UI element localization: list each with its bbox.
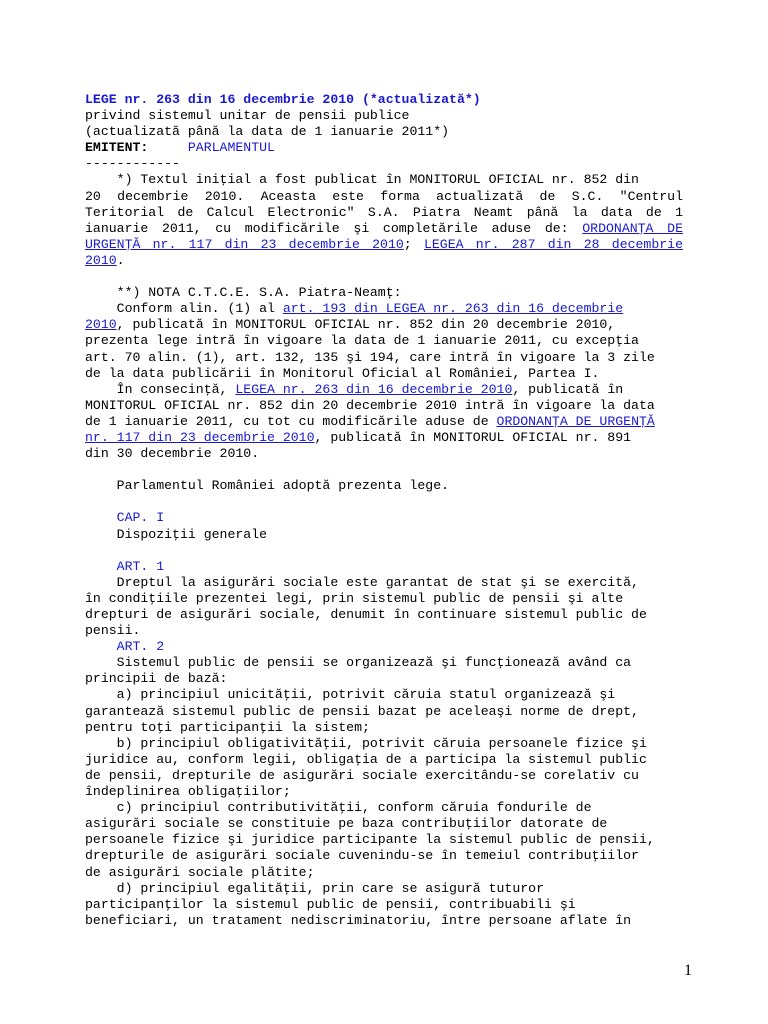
link-ordonanta-urgenta-117[interactable]: ORDONANŢA DE URGENŢĂ: [496, 413, 655, 429]
note2-line: 2010, publicată în MONITORUL OFICIAL nr. 852 din 20 decembrie 2010,: [85, 317, 616, 333]
link-legea-263[interactable]: LEGEA nr. 263 din 16 decembrie 2010: [235, 381, 513, 397]
article-2-label: ART. 2: [116, 639, 165, 655]
emitent-value: PARLAMENTUL: [187, 140, 275, 156]
chapter-title: Dispoziţii generale: [116, 526, 268, 542]
article-2-line: Sistemul public de pensii se organizează şi funcţionează având ca: [116, 655, 632, 671]
article-2-line: c) principiul contributivităţii, conform căruia fondurile de: [116, 800, 592, 816]
note2-line: art. 70 alin. (1), art. 132, 135 şi 194, care intră în vigoare la 3 zile: [85, 349, 655, 365]
note2-title: **) NOTA C.T.C.E. S.A. Piatra-Neamţ:: [116, 285, 402, 301]
article-2-line: de asigurări sociale plătite;: [85, 864, 315, 880]
note1-line: 2010.: [85, 252, 125, 268]
note2-line: nr. 117 din 23 decembrie 2010, publicată în MONITORUL OFICIAL nr. 891: [85, 429, 632, 445]
link-art-193[interactable]: 2010: [85, 317, 117, 333]
law-title: LEGE nr. 263 din 16 decembrie 2010 (*actualizată*): [85, 92, 481, 107]
article-2-line: d) principiul egalităţii, prin care se asigură tuturor: [116, 880, 545, 896]
article-2-line: îndeplinirea obligaţiilor;: [85, 784, 291, 800]
law-subtitle: privind sistemul unitar de pensii publice: [85, 108, 410, 124]
article-2-line: a) principiul unicităţii, potrivit căruia statul organizează şi: [116, 687, 616, 703]
page-number: 1: [684, 962, 692, 979]
update-note: (actualizată până la data de 1 ianuarie 2011*): [85, 124, 450, 140]
emitent-label: EMITENT:: [85, 140, 149, 156]
link-legea-287[interactable]: 2010: [85, 252, 117, 268]
article-2-line: asigurări sociale se constituie pe baza contribuţiilor datorate de: [85, 816, 608, 832]
link-ordonanta-urgenta-117[interactable]: nr. 117 din 23 decembrie 2010: [85, 429, 315, 445]
article-1-label: ART. 1: [116, 558, 165, 574]
note2-line: MONITORUL OFICIAL nr. 852 din 20 decembrie 2010 intră în vigoare la data: [85, 397, 655, 413]
note2-line: prezenta lege intră în vigoare la data de 1 ianuarie 2011, cu excepţia: [85, 333, 639, 349]
note1-line: ianuarie 2011, cu modificările şi completările aduse de: ORDONANŢA DE: [85, 220, 683, 236]
note2-line: Conform alin. (1) al art. 193 din LEGEA nr. 263 din 16 decembrie: [116, 301, 624, 317]
separator: ------------: [85, 156, 180, 172]
article-2-line: b) principiul obligativităţii, potrivit căruia persoanele fizice şi: [116, 735, 647, 751]
article-1-line: pensii.: [85, 623, 141, 639]
article-2-line: garantează sistemul public de pensii bazat pe aceleaşi norme de drept,: [85, 703, 639, 719]
article-2-line: beneficiari, un tratament nediscriminatoriu, între persoane aflate în: [85, 912, 632, 928]
article-2-line: principii de bază:: [85, 671, 228, 687]
chapter-label: CAP. I: [116, 510, 165, 526]
intro-text: Parlamentul României adoptă prezenta lege.: [116, 478, 450, 494]
link-art-193[interactable]: art. 193 din LEGEA nr. 263 din 16 decembrie: [282, 301, 624, 317]
article-1-line: în condiţiile prezentei legi, prin sistemul public de pensii şi alte: [85, 590, 624, 606]
article-2-line: de pensii, drepturile de asigurări sociale exercitându-se corelativ cu: [85, 767, 639, 783]
article-2-line: persoanele fizice şi juridice participante la sistemul public de pensii,: [85, 832, 655, 848]
note2-line: În consecinţă, LEGEA nr. 263 din 16 decembrie 2010, publicată în: [116, 381, 624, 397]
link-ordonanta-urgenta[interactable]: URGENŢĂ nr. 117 din 23 decembrie 2010: [85, 236, 404, 252]
note2-line: de 1 ianuarie 2011, cu tot cu modificările aduse de ORDONANŢA DE URGENŢĂ: [85, 413, 655, 429]
note1-line: 20 decembrie 2010. Aceasta este forma actualizată de S.C. "Centrul: [85, 188, 683, 204]
note1-line: *) Textul iniţial a fost publicat în MONITORUL OFICIAL nr. 852 din: [116, 172, 639, 188]
link-legea-287[interactable]: LEGEA nr. 287 din 28 decembrie: [423, 236, 684, 252]
emitent-row: [85, 140, 683, 156]
note2-line: din 30 decembrie 2010.: [85, 446, 260, 462]
article-2-line: juridice au, conform legii, obligaţia de a participa la sistemul public: [85, 751, 647, 767]
link-ordonanta-urgenta[interactable]: ORDONANŢA DE: [582, 220, 683, 236]
article-2-line: participanţilor la sistemul public de pensii, contribuabili şi: [85, 896, 576, 912]
article-1-line: Dreptul la asigurări sociale este garantat de stat şi se exercită,: [116, 574, 639, 590]
note1-line: Teritorial de Calcul Electronic" S.A. Piatra Neamt până la data de 1: [85, 204, 683, 220]
article-2-line: drepturile de asigurări sociale cuvenindu-se în temeiul contribuţiilor: [85, 848, 639, 864]
note1-line: URGENŢĂ nr. 117 din 23 decembrie 2010; LEGEA nr. 287 din 28 decembrie: [85, 236, 684, 252]
article-1-line: drepturi de asigurări sociale, denumit în continuare sistemul public de: [85, 607, 647, 622]
document-body: [85, 92, 683, 929]
article-2-line: pentru toţi participanţii la sistem;: [85, 719, 370, 735]
note2-line: de la data publicării în Monitorul Oficial al României, Partea I.: [85, 365, 600, 381]
